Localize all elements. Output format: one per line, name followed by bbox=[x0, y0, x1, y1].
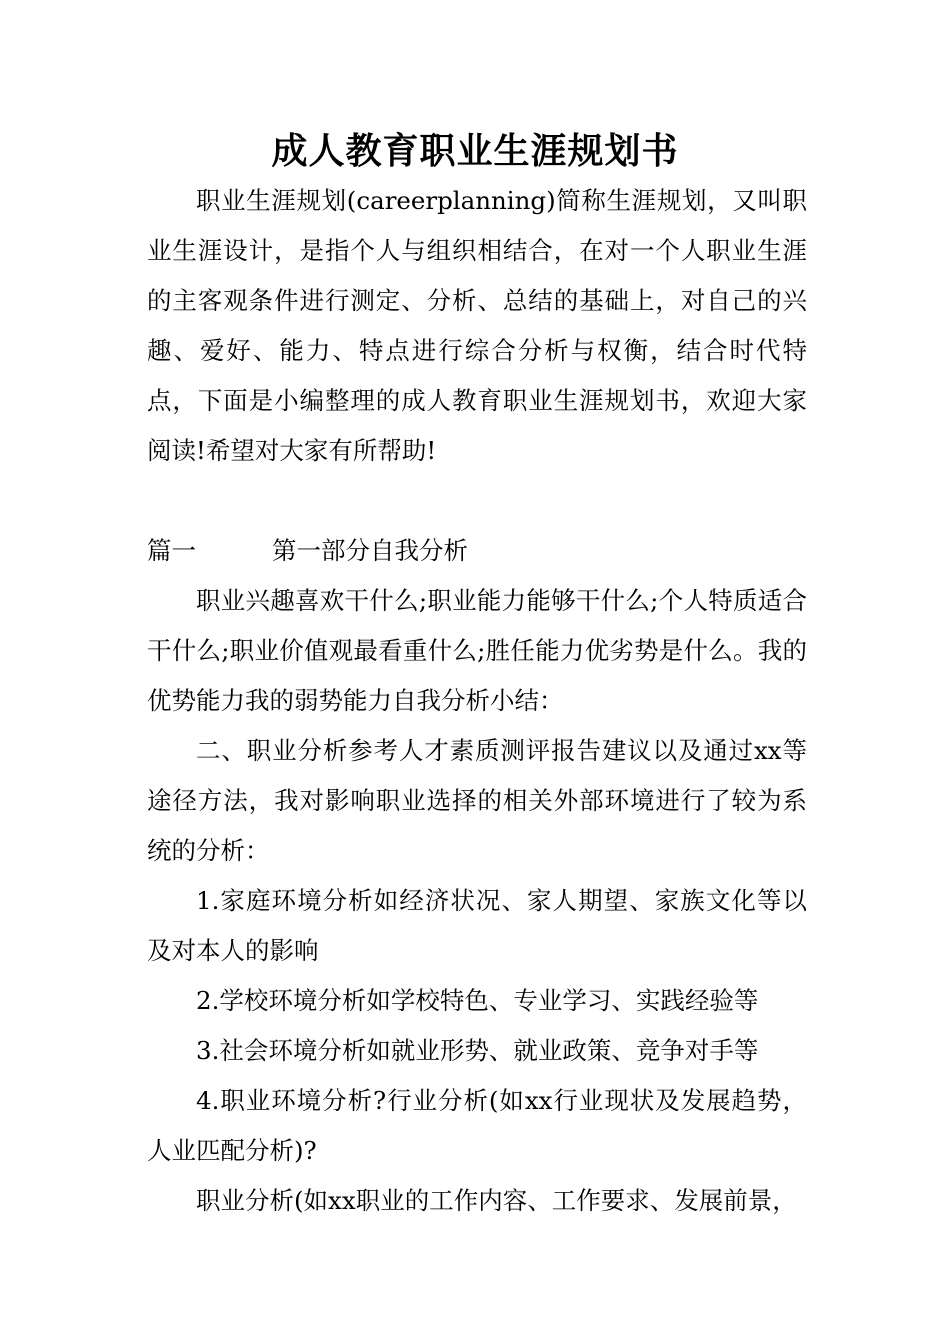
document-body bbox=[147, 176, 807, 1226]
document-title: 成人教育职业生涯规划书 bbox=[271, 131, 679, 172]
paragraph-career-environment: 4.职业环境分析?行业分析(如xx行业现状及发展趋势，人业匹配分析)? bbox=[147, 1086, 807, 1165]
section-label: 篇一 bbox=[147, 536, 196, 565]
paragraph-self-analysis: 职业兴趣喜欢干什么;职业能力能够干什么;个人特质适合干什么;职业价值观最看重什么;胜任能力优劣势是什么。我的优势能力我的弱势能力自我分析小结： bbox=[147, 586, 807, 715]
paragraph-family-environment: 1.家庭环境分析如经济状况、家人期望、家族文化等以及对本人的影响 bbox=[147, 886, 807, 965]
paragraph-career-analysis: 二、职业分析参考人才素质测评报告建议以及通过xx等途径方法，我对影响职业选择的相关外部环境进行了较为系统的分析： bbox=[147, 736, 807, 865]
paragraph-social-environment: 3.社会环境分析如就业形势、就业政策、竞争对手等 bbox=[196, 1036, 759, 1065]
paragraph-school-environment: 2.学校环境分析如学校特色、专业学习、实践经验等 bbox=[196, 986, 759, 1015]
section-title: 第一部分自我分析 bbox=[272, 536, 468, 565]
section-heading bbox=[147, 526, 807, 576]
blank-line bbox=[147, 476, 807, 526]
intro-paragraph: 职业生涯规划(careerplanning)简称生涯规划，又叫职业生涯设计，是指个人与组织相结合，在对一个人职业生涯的主客观条件进行测定、分析、总结的基础上，对自己的兴趣、爱好、能力、特点进行综合分析与权衡，结合时代特点，下面是小编整理的成人教育职业生涯规划书，欢迎大家阅读!希望对大家有所帮助! bbox=[147, 186, 807, 465]
paragraph-job-analysis: 职业分析(如xx职业的工作内容、工作要求、发展前景， bbox=[196, 1186, 797, 1215]
